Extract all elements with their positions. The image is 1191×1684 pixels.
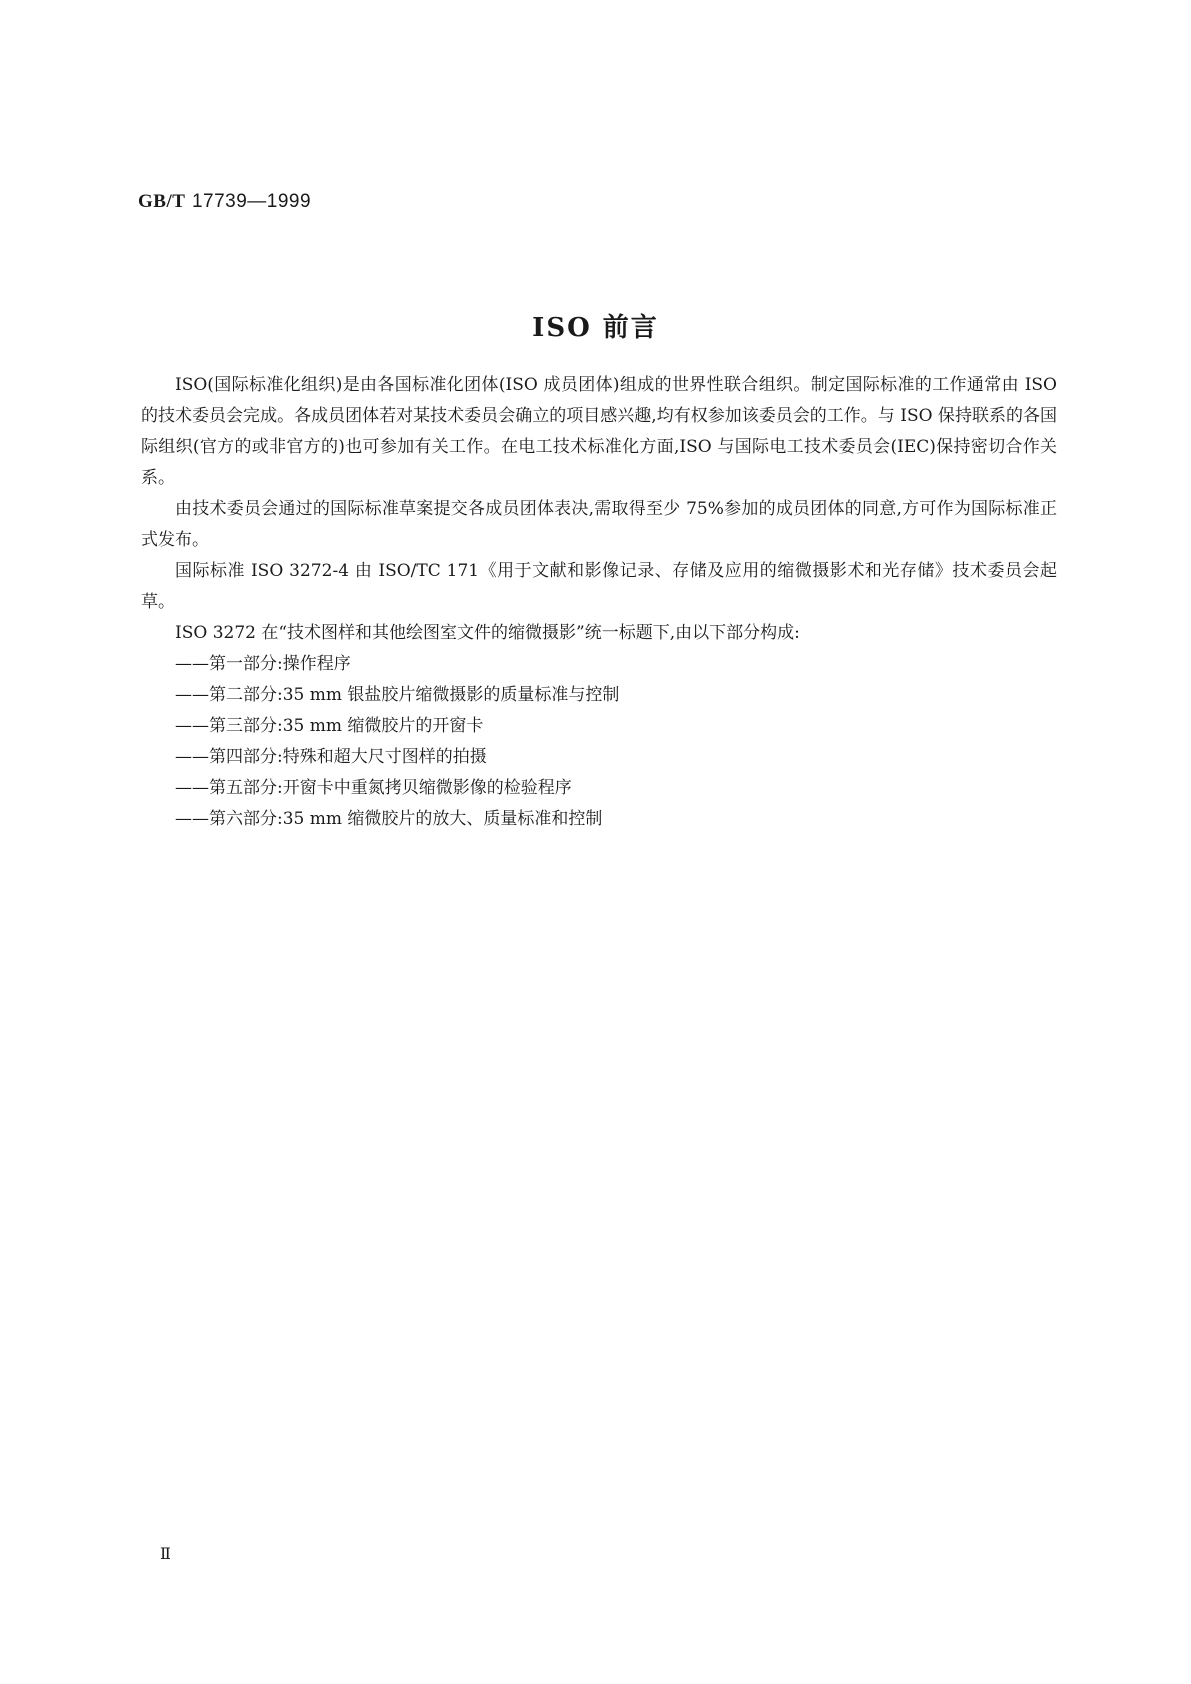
paragraph-drafting: 国际标准 ISO 3272-4 由 ISO/TC 171《用于文献和影像记录、存储及应用的缩微摄影术和光存储》技术委员会起草。 bbox=[141, 561, 1057, 612]
list-item: ——第二部分:35 mm 银盐胶片缩微摄影的质量标准与控制 bbox=[175, 685, 620, 705]
list-item: ——第三部分:35 mm 缩微胶片的开窗卡 bbox=[175, 716, 484, 736]
parts-list bbox=[141, 649, 1057, 835]
paragraph-iso-intro: ISO(国际标准化组织)是由各国标准化团体(ISO 成员团体)组成的世界性联合组织。制定国际标准的工作通常由 ISO 的技术委员会完成。各成员团体若对某技术委员会确立的项目感兴趣,均有权参加该委员会的工作。与 ISO 保持联系的各国际组织(官方的或非官方的)也可参加有关工作。在电工技术标准化方面,ISO 与国际电工技术委员会(IEC)保持密切合作关系。 bbox=[141, 375, 1057, 488]
paragraph-voting: 由技术委员会通过的国际标准草案提交各成员团体表决,需取得至少 75%参加的成员团体的同意,方可作为国际标准正式发布。 bbox=[141, 499, 1057, 550]
paragraph-parts-intro: ISO 3272 在“技术图样和其他绘图室文件的缩微摄影”统一标题下,由以下部分构成: bbox=[175, 623, 800, 643]
standard-prefix: GB/T bbox=[138, 191, 186, 212]
list-item: ——第五部分:开窗卡中重氮拷贝缩微影像的检验程序 bbox=[175, 778, 572, 798]
list-item: ——第六部分:35 mm 缩微胶片的放大、质量标准和控制 bbox=[175, 809, 603, 829]
page-title: ISO 前言 bbox=[532, 313, 659, 343]
document-body bbox=[141, 370, 1057, 835]
list-item: ——第四部分:特殊和超大尺寸图样的拍摄 bbox=[175, 747, 487, 767]
standard-code: 17739—1999 bbox=[191, 191, 312, 212]
standard-number bbox=[138, 190, 311, 213]
list-item: ——第一部分:操作程序 bbox=[175, 654, 351, 674]
page-number: Ⅱ bbox=[160, 1544, 171, 1563]
